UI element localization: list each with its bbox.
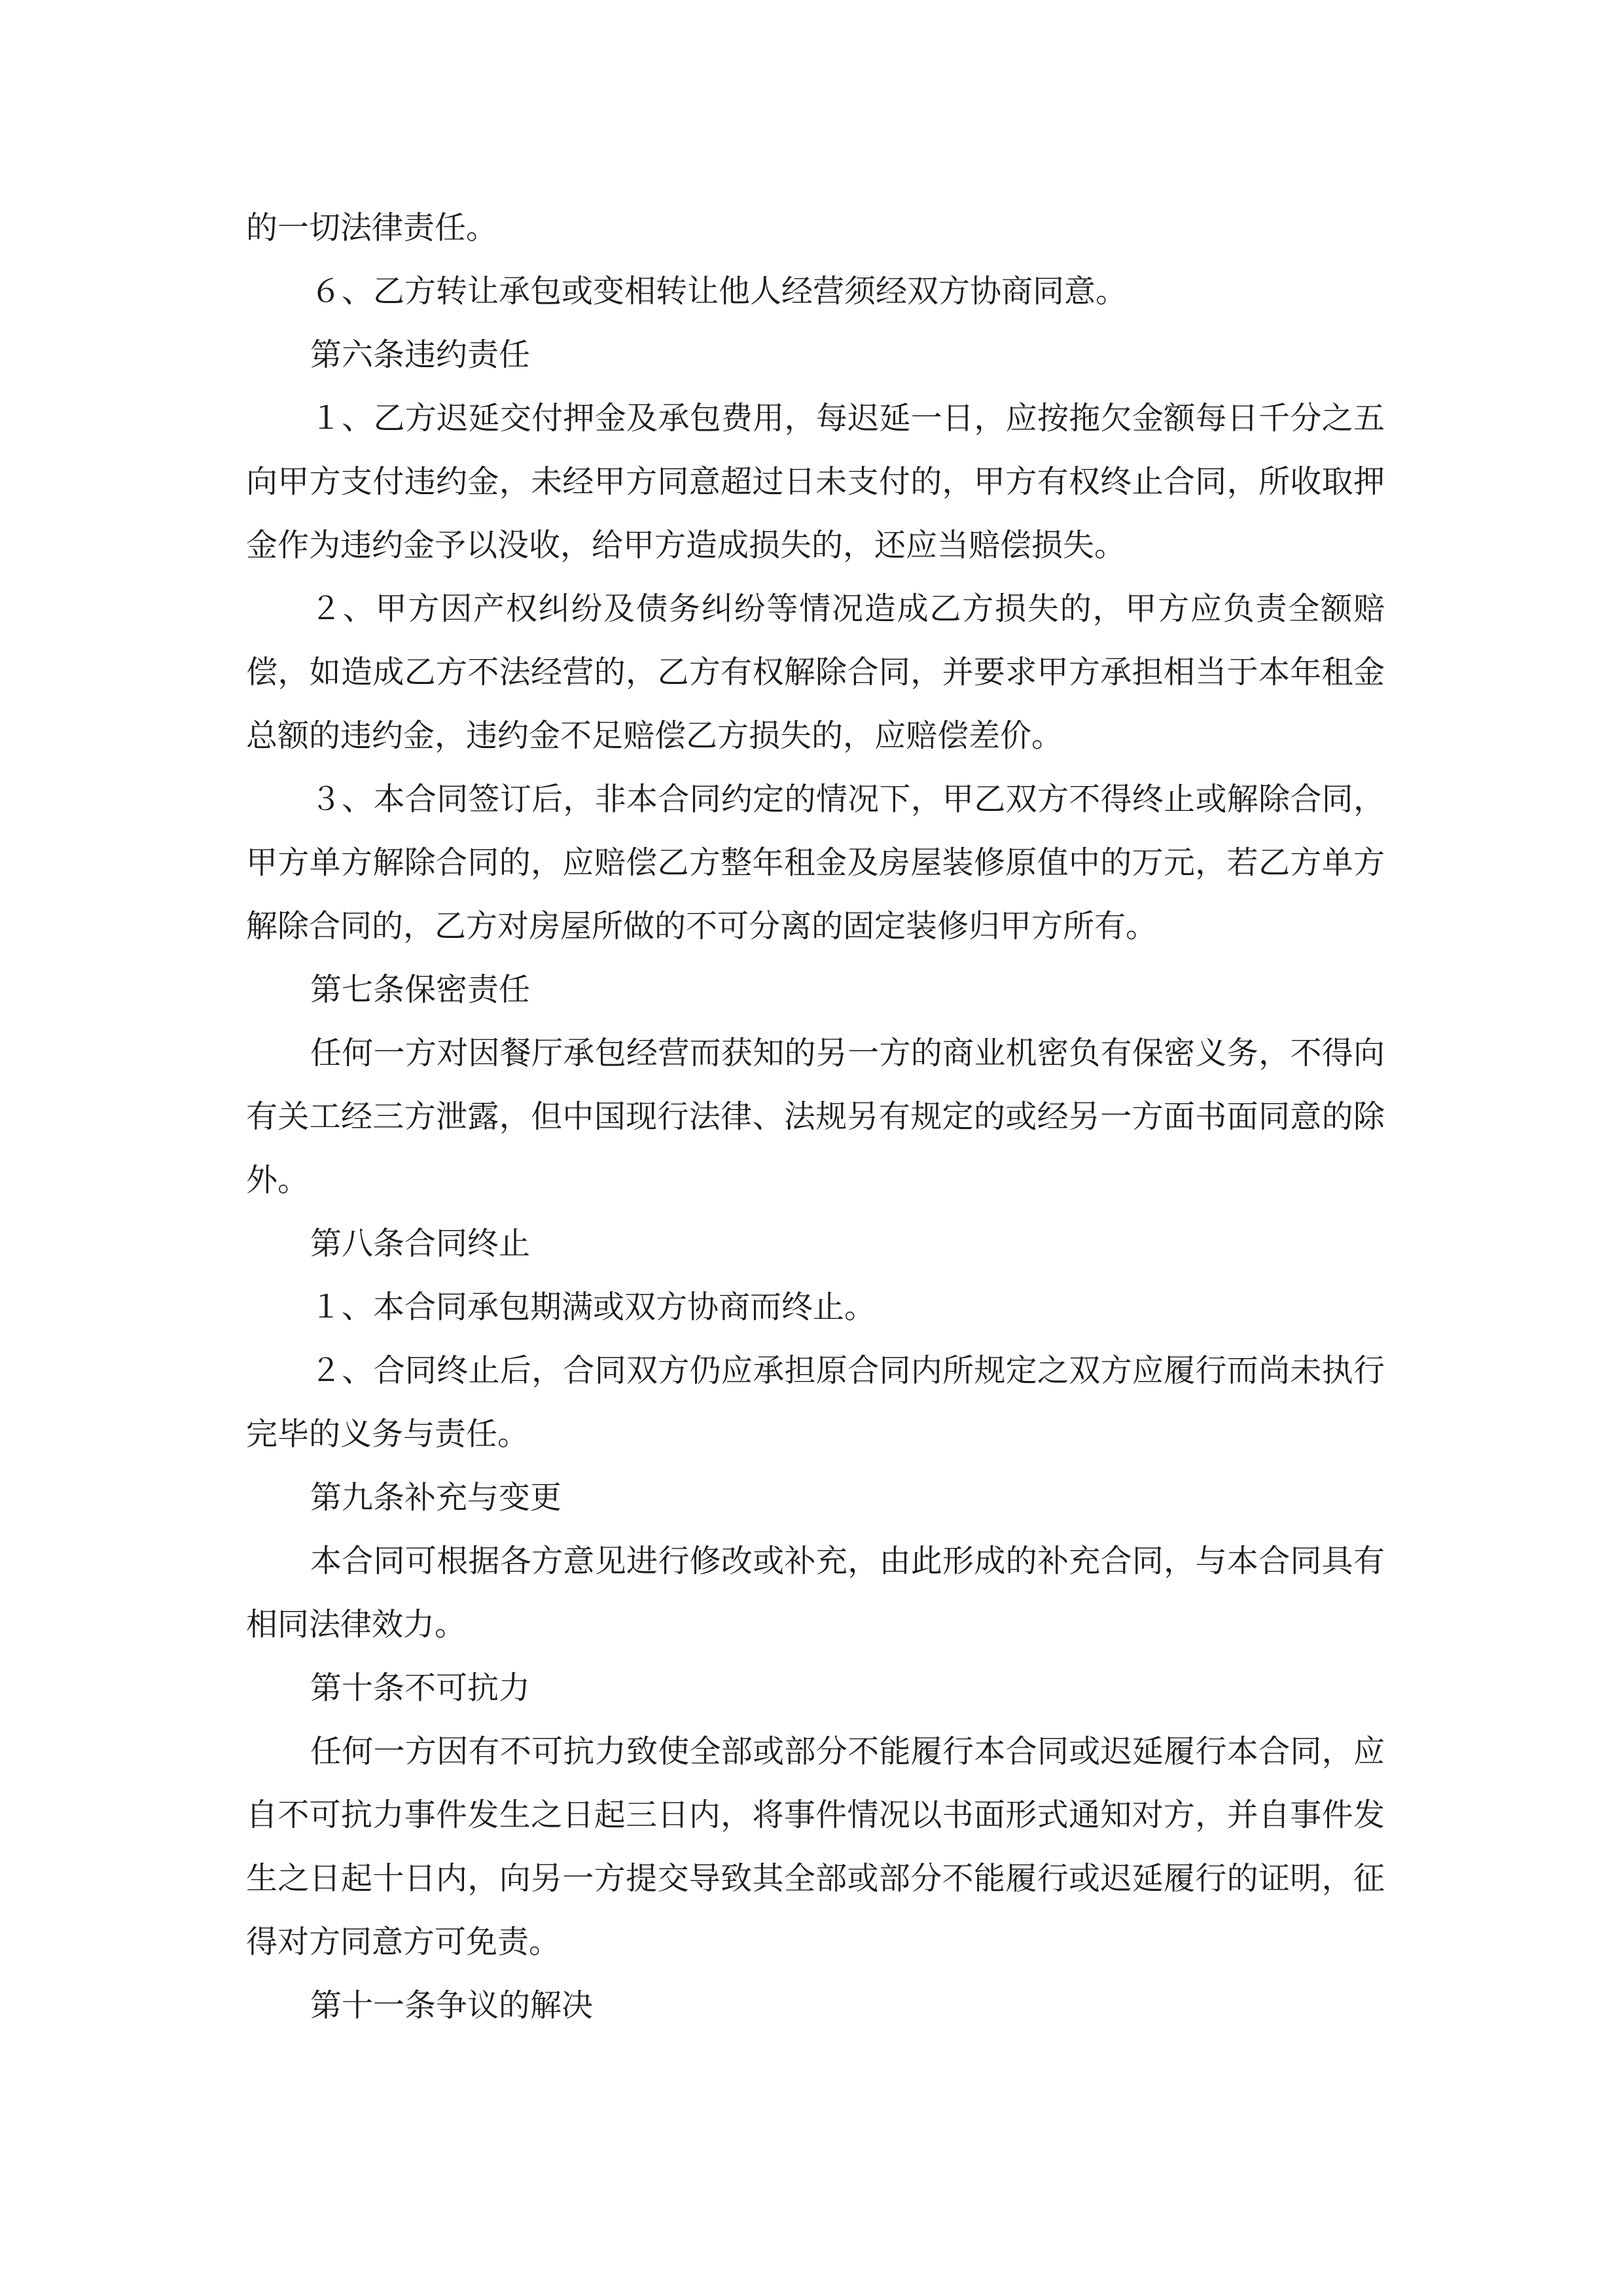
article-10-body: 任何一方因有不可抗力致使全部或部分不能履行本合同或迟延履行本合同，应自不可抗力事件发生之日起三日内，将事件情况以书面形式通知对方，并自事件发生之日起十日内，向另一方提交导致其全部或部分不能履行或迟延履行的证明，征得对方同意方可免责。 [246, 1733, 1385, 1960]
clause-6-1: １、乙方迟延交付押金及承包费用，每迟延一日，应按拖欠金额每日千分之五向甲方支付违约金，未经甲方同意超过日未支付的，甲方有权终止合同，所收取押金作为违约金予以没收，给甲方造成损失的，还应当赔偿损失。 [246, 400, 1385, 564]
heading-article-7: 第七条保密责任 [310, 971, 531, 1008]
clause-6-2: ２、甲方因产权纠纷及债务纠纷等情况造成乙方损失的，甲方应负责全额赔偿，如造成乙方不法经营的，乙方有权解除合同，并要求甲方承担相当于本年租金总额的违约金，违约金不足赔偿乙方损失的，应赔偿差价。 [246, 590, 1385, 754]
clause-8-2: ２、合同终止后，合同双方仍应承担原合同内所规定之双方应履行而尚未执行完毕的义务与责任。 [246, 1352, 1385, 1452]
clause-8-1: １、本合同承包期满或双方协商而终止。 [310, 1289, 876, 1325]
document-body [246, 196, 1385, 2037]
heading-article-9: 第九条补充与变更 [310, 1479, 562, 1516]
article-7-body: 任何一方对因餐厅承包经营而获知的另一方的商业机密负有保密义务，不得向有关工经三方泄露，但中国现行法律、法规另有规定的或经另一方面书面同意的除外。 [246, 1035, 1385, 1198]
heading-article-6: 第六条违约责任 [310, 336, 531, 373]
paragraph-continuation: 的一切法律责任。 [246, 209, 498, 246]
clause-5-6: ６、乙方转让承包或变相转让他人经营须经双方协商同意。 [310, 273, 1128, 310]
heading-article-11: 第十一条争议的解决 [310, 1987, 594, 2024]
clause-6-3: ３、本合同签订后，非本合同约定的情况下，甲乙双方不得终止或解除合同，甲方单方解除合同的，应赔偿乙方整年租金及房屋装修原值中的万元，若乙方单方解除合同的，乙方对房屋所做的不可分离的固定装修归甲方所有。 [246, 781, 1385, 944]
heading-article-8: 第八条合同终止 [310, 1225, 531, 1262]
article-9-body: 本合同可根据各方意见进行修改或补充，由此形成的补充合同，与本合同具有相同法律效力。 [246, 1543, 1385, 1643]
heading-article-10: 第十条不可抗力 [310, 1670, 531, 1706]
